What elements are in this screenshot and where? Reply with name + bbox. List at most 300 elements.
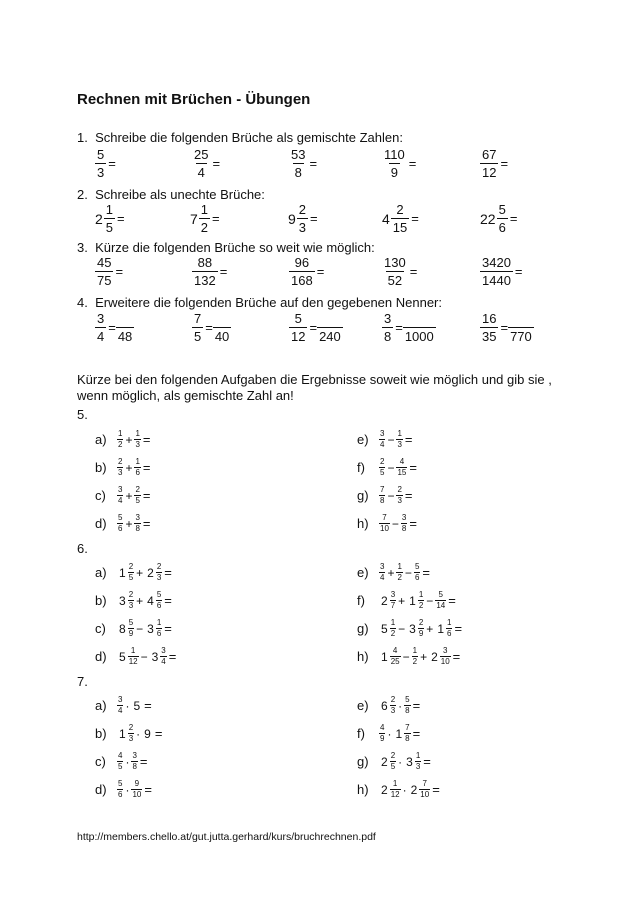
blank-numerator: [512, 312, 530, 327]
q4-item: [95, 312, 134, 343]
numerator: 2: [128, 562, 134, 571]
denominator: 3: [135, 440, 140, 449]
fraction: [396, 486, 402, 505]
q7-exercise: [95, 724, 162, 743]
denominator: 6: [498, 220, 506, 235]
q2-text: Schreibe als unechte Brüche:: [95, 187, 265, 202]
equals-sign: =: [514, 264, 523, 279]
denominator: 5: [105, 220, 114, 235]
operator: −: [426, 593, 434, 608]
fraction: [379, 514, 390, 533]
fraction: [128, 724, 134, 743]
numerator: 3: [380, 429, 385, 438]
equals-sign: =: [404, 432, 413, 447]
fraction: [192, 148, 210, 179]
whole-number: 4: [147, 593, 154, 608]
fraction: [396, 458, 407, 477]
fraction: [134, 514, 140, 533]
fraction: [390, 591, 396, 610]
numerator: 2: [118, 457, 123, 466]
q4-heading: [77, 295, 442, 310]
q3-heading: [77, 240, 375, 255]
fraction: [419, 780, 430, 799]
numerator: 2: [156, 562, 162, 571]
operator: +: [136, 565, 144, 580]
operator: −: [140, 649, 148, 664]
fraction: [289, 312, 307, 343]
q6-exercise: [357, 647, 460, 666]
equals-sign: =: [452, 649, 461, 664]
numerator: 3: [401, 513, 407, 522]
fraction: [134, 486, 140, 505]
q1-item: [480, 148, 508, 179]
numerator: 5: [118, 779, 123, 788]
q4-item: [192, 312, 231, 343]
numerator: 5: [128, 618, 134, 627]
fraction: [379, 486, 385, 505]
numerator: 3: [132, 751, 137, 760]
denominator: 3: [390, 706, 396, 715]
whole-number: 5: [381, 621, 388, 636]
equals-sign: =: [205, 320, 213, 335]
equals-sign: =: [142, 432, 151, 447]
equals-sign: =: [144, 782, 152, 797]
blank-numerator: [321, 312, 339, 327]
denominator: 6: [414, 573, 420, 582]
q7-exercise: [357, 696, 420, 715]
numerator: 7: [405, 723, 410, 732]
denominator: 2: [397, 573, 402, 582]
numerator: 1: [118, 429, 123, 438]
q5-exercise: [95, 430, 151, 449]
q5-exercise: [95, 514, 151, 533]
whole-number: 2: [381, 754, 388, 769]
equals-sign: =: [212, 211, 220, 226]
denominator: 15: [397, 468, 407, 477]
operator: ·: [402, 782, 407, 797]
operator: ·: [136, 726, 141, 741]
whole-number: 2: [410, 782, 418, 797]
fraction: [401, 514, 407, 533]
target-fraction: [116, 312, 134, 343]
fraction: [117, 514, 123, 533]
numerator: 5: [97, 147, 105, 162]
q5-exercise: [95, 486, 151, 505]
q3-item: [382, 256, 417, 287]
denominator: 10: [132, 790, 142, 799]
fraction: [396, 430, 402, 449]
equals-sign: =: [500, 156, 509, 171]
fraction: [117, 696, 123, 715]
whole-number: 4: [382, 210, 390, 227]
q4-item: [382, 312, 436, 343]
fraction: [134, 458, 140, 477]
denominator: 5: [380, 468, 385, 477]
numerator: 2: [380, 457, 385, 466]
exercise-label: a): [95, 432, 107, 447]
q1-item: [289, 148, 317, 179]
operator: −: [404, 565, 412, 580]
numerator: 110: [384, 147, 405, 162]
target-fraction: [508, 312, 534, 343]
numerator: 5: [414, 562, 420, 571]
denominator: 8: [405, 734, 410, 743]
numerator: 1: [200, 202, 209, 217]
numerator: 2: [418, 618, 424, 627]
q6-exercise: [95, 619, 172, 638]
numerator: 25: [194, 147, 209, 162]
operator: ·: [125, 754, 130, 769]
denominator: 6: [447, 629, 452, 638]
fraction: [379, 724, 385, 743]
equals-sign: =: [309, 320, 318, 335]
whole-number: 5: [119, 649, 126, 664]
equals-sign: =: [448, 593, 456, 608]
operator: +: [136, 593, 144, 608]
q1-heading: [77, 130, 403, 145]
fraction: [192, 256, 218, 287]
denominator: 12: [482, 165, 497, 180]
operator: +: [398, 593, 406, 608]
fraction: [480, 312, 498, 343]
fraction: [390, 619, 396, 638]
numerator: 3: [390, 590, 396, 599]
q7-exercise: [95, 752, 148, 771]
numerator: 3: [118, 485, 123, 494]
operator: +: [387, 565, 395, 580]
numerator: 3: [97, 311, 105, 326]
numerator: 1: [415, 751, 421, 760]
whole-number: 2: [431, 649, 438, 664]
exercise-label: d): [95, 516, 107, 531]
numerator: 5: [498, 202, 506, 217]
q5-number: 5.: [77, 407, 88, 422]
numerator: 96: [294, 255, 310, 270]
numerator: 1: [130, 646, 136, 655]
equals-sign: =: [142, 460, 151, 475]
q1-text: Schreibe die folgenden Brüche als gemischte Zahlen:: [95, 130, 403, 145]
q7-number: 7.: [77, 674, 88, 689]
denominator: 1440: [482, 273, 511, 288]
numerator: 1: [105, 202, 114, 217]
numerator: 3: [442, 646, 448, 655]
fraction: [128, 563, 134, 582]
q2-heading: [77, 187, 265, 202]
fraction: [128, 647, 139, 666]
denominator: 3: [156, 573, 162, 582]
fraction: [440, 647, 451, 666]
equals-sign: =: [219, 264, 228, 279]
numerator: 2: [396, 202, 404, 217]
fraction: [390, 752, 396, 771]
exercise-label: b): [95, 593, 107, 608]
numerator: 2: [397, 485, 402, 494]
denominator: 5: [118, 762, 123, 771]
denominator: 770: [510, 329, 532, 344]
q3-item: [289, 256, 324, 287]
numerator: 2: [128, 590, 134, 599]
fraction: [117, 752, 123, 771]
numerator: 4: [392, 646, 398, 655]
numerator: 1: [397, 562, 402, 571]
fraction: [117, 458, 123, 477]
numerator: 5: [118, 513, 123, 522]
fraction: [379, 430, 385, 449]
denominator: 12: [291, 329, 306, 344]
numerator: 7: [380, 485, 385, 494]
denominator: 8: [384, 329, 392, 344]
numerator: 9: [134, 779, 140, 788]
equals-sign: =: [115, 264, 124, 279]
fraction: [382, 148, 407, 179]
q1-item: [192, 148, 220, 179]
whole-number: 1: [119, 726, 126, 741]
exercise-label: h): [357, 516, 369, 531]
instruction-line-1: Kürze bei den folgenden Aufgaben die Ergebnisse soweit wie möglich und gib sie ,: [77, 372, 552, 387]
numerator: 3420: [482, 255, 511, 270]
operator: −: [402, 649, 410, 664]
numerator: 53: [291, 147, 306, 162]
equals-sign: =: [404, 488, 413, 503]
equals-sign: =: [164, 593, 172, 608]
operator: ·: [398, 754, 403, 769]
q5-exercise: [357, 486, 413, 505]
numerator: 1: [447, 618, 452, 627]
fraction: [379, 563, 385, 582]
denominator: 1000: [404, 329, 434, 344]
equals-sign: =: [154, 726, 163, 741]
q5-exercise: [95, 458, 151, 477]
numerator: 5: [438, 590, 443, 599]
fraction: [382, 312, 393, 343]
exercise-label: f): [357, 726, 365, 741]
numerator: 3: [161, 646, 166, 655]
fraction: [128, 591, 134, 610]
q3-item: [480, 256, 523, 287]
numerator: 1: [418, 590, 424, 599]
fraction: [117, 486, 123, 505]
fraction: [131, 780, 142, 799]
whole-number: 1: [437, 621, 444, 636]
target-fraction: [317, 312, 343, 343]
fraction: [418, 619, 424, 638]
equals-sign: =: [164, 565, 172, 580]
exercise-label: c): [95, 754, 106, 769]
equals-sign: =: [108, 156, 116, 171]
denominator: 10: [440, 657, 450, 666]
instruction-line-2: wenn möglich, als gemischte Zahl an!: [77, 388, 294, 403]
numerator: 45: [97, 255, 112, 270]
q1-item: [382, 148, 416, 179]
equals-sign: =: [142, 516, 151, 531]
whole-number: 3: [147, 621, 154, 636]
operator: ·: [398, 698, 403, 713]
fraction: [382, 256, 408, 287]
fraction: [497, 203, 508, 234]
equals-sign: =: [310, 211, 318, 226]
denominator: 3: [118, 468, 123, 477]
operator: ·: [125, 782, 130, 797]
numerator: 1: [392, 779, 398, 788]
numerator: 2: [128, 723, 134, 732]
fraction: [95, 256, 113, 287]
denominator: 2: [118, 440, 123, 449]
denominator: 8: [380, 496, 385, 505]
denominator: 4: [118, 706, 123, 715]
denominator: 8: [401, 524, 407, 533]
equals-sign: =: [500, 320, 509, 335]
target-fraction: [403, 312, 436, 343]
q7-exercise: [357, 724, 420, 743]
numerator: 5: [405, 695, 410, 704]
q2-item: [95, 203, 125, 234]
whole-number: 2: [381, 782, 388, 797]
equals-sign: =: [409, 264, 418, 279]
exercise-label: e): [357, 698, 369, 713]
exercise-label: g): [357, 754, 369, 769]
equals-sign: =: [422, 565, 430, 580]
fraction: [128, 619, 134, 638]
operator: +: [125, 516, 133, 531]
whole-number: 2: [147, 565, 154, 580]
denominator: 9: [128, 629, 134, 638]
equals-sign: =: [412, 726, 421, 741]
fraction: [289, 256, 315, 287]
exercise-label: e): [357, 432, 369, 447]
equals-sign: =: [316, 264, 325, 279]
numerator: 67: [482, 147, 497, 162]
operator: +: [125, 488, 133, 503]
equals-sign: =: [395, 320, 403, 335]
numerator: 1: [390, 618, 396, 627]
fraction: [156, 619, 162, 638]
denominator: 10: [380, 524, 389, 533]
q5-exercise: [357, 514, 417, 533]
fraction: [95, 312, 106, 343]
numerator: 5: [156, 590, 162, 599]
exercise-label: g): [357, 621, 369, 636]
denominator: 3: [397, 496, 402, 505]
denominator: 3: [128, 601, 134, 610]
whole-number: 1: [409, 593, 416, 608]
fraction: [446, 619, 452, 638]
equals-sign: =: [423, 754, 431, 769]
denominator: 9: [418, 629, 424, 638]
q3-number: 3.: [77, 240, 88, 255]
q2-number: 2.: [77, 187, 88, 202]
exercise-label: e): [357, 565, 369, 580]
equals-sign: =: [144, 698, 152, 713]
fraction: [415, 752, 421, 771]
equals-sign: =: [432, 782, 440, 797]
q4-text: Erweitere die folgenden Brüche auf den gegebenen Nenner:: [95, 295, 442, 310]
denominator: 4: [97, 329, 105, 344]
whole-number: 3: [409, 621, 416, 636]
exercise-label: a): [95, 698, 107, 713]
q7-exercise: [95, 780, 152, 799]
denominator: 5: [128, 573, 134, 582]
numerator: 1: [135, 457, 140, 466]
fraction: [199, 203, 210, 234]
blank-numerator: [116, 312, 134, 327]
exercise-label: c): [95, 488, 106, 503]
operator: +: [426, 621, 434, 636]
equals-sign: =: [142, 488, 151, 503]
denominator: 3: [128, 734, 134, 743]
denominator: 48: [117, 329, 133, 344]
operator: ·: [387, 726, 392, 741]
denominator: 5: [135, 496, 140, 505]
numerator: 7: [422, 779, 427, 788]
denominator: 9: [390, 165, 398, 180]
numerator: 3: [135, 513, 140, 522]
whole-number: 2: [381, 593, 388, 608]
denominator: 2: [200, 220, 209, 235]
denominator: 8: [405, 706, 410, 715]
whole-number: 5: [133, 698, 141, 713]
exercise-label: b): [95, 726, 107, 741]
q1-item: [95, 148, 116, 179]
numerator: 3: [384, 311, 392, 326]
exercise-label: f): [357, 593, 365, 608]
operator: −: [387, 432, 395, 447]
denominator: 6: [118, 790, 123, 799]
denominator: 240: [319, 329, 341, 344]
whole-number: 3: [151, 649, 159, 664]
exercise-label: h): [357, 782, 369, 797]
q7-exercise: [95, 696, 152, 715]
fraction: [418, 591, 424, 610]
source-url: http://members.chello.at/gut.jutta.gerhard/kurs/bruchrechnen.pdf: [77, 831, 376, 843]
numerator: 4: [118, 751, 123, 760]
blank-numerator: [410, 312, 428, 327]
denominator: 5: [194, 329, 202, 344]
exercise-label: d): [95, 782, 107, 797]
exercise-label: a): [95, 565, 107, 580]
q5-exercise: [357, 430, 413, 449]
denominator: 12: [390, 790, 400, 799]
denominator: 4: [380, 440, 385, 449]
fraction: [390, 696, 396, 715]
fraction: [156, 591, 162, 610]
operator: −: [136, 621, 144, 636]
denominator: 6: [156, 629, 162, 638]
exercise-label: c): [95, 621, 106, 636]
denominator: 3: [298, 220, 307, 235]
numerator: 4: [399, 457, 405, 466]
fraction: [480, 148, 498, 179]
denominator: 10: [420, 790, 430, 799]
operator: +: [420, 649, 428, 664]
numerator: 130: [384, 255, 406, 270]
q3-item: [95, 256, 123, 287]
numerator: 4: [380, 723, 385, 732]
exercise-label: h): [357, 649, 369, 664]
fraction: [134, 430, 140, 449]
equals-sign: =: [454, 621, 463, 636]
denominator: 2: [390, 629, 396, 638]
numerator: 1: [397, 429, 402, 438]
fraction: [396, 563, 402, 582]
q5-exercise: [357, 458, 417, 477]
q4-number: 4.: [77, 295, 88, 310]
whole-number: 1: [119, 565, 126, 580]
q6-number: 6.: [77, 541, 88, 556]
equals-sign: =: [509, 211, 518, 226]
denominator: 12: [128, 657, 138, 666]
fraction: [160, 647, 166, 666]
numerator: 2: [390, 751, 396, 760]
